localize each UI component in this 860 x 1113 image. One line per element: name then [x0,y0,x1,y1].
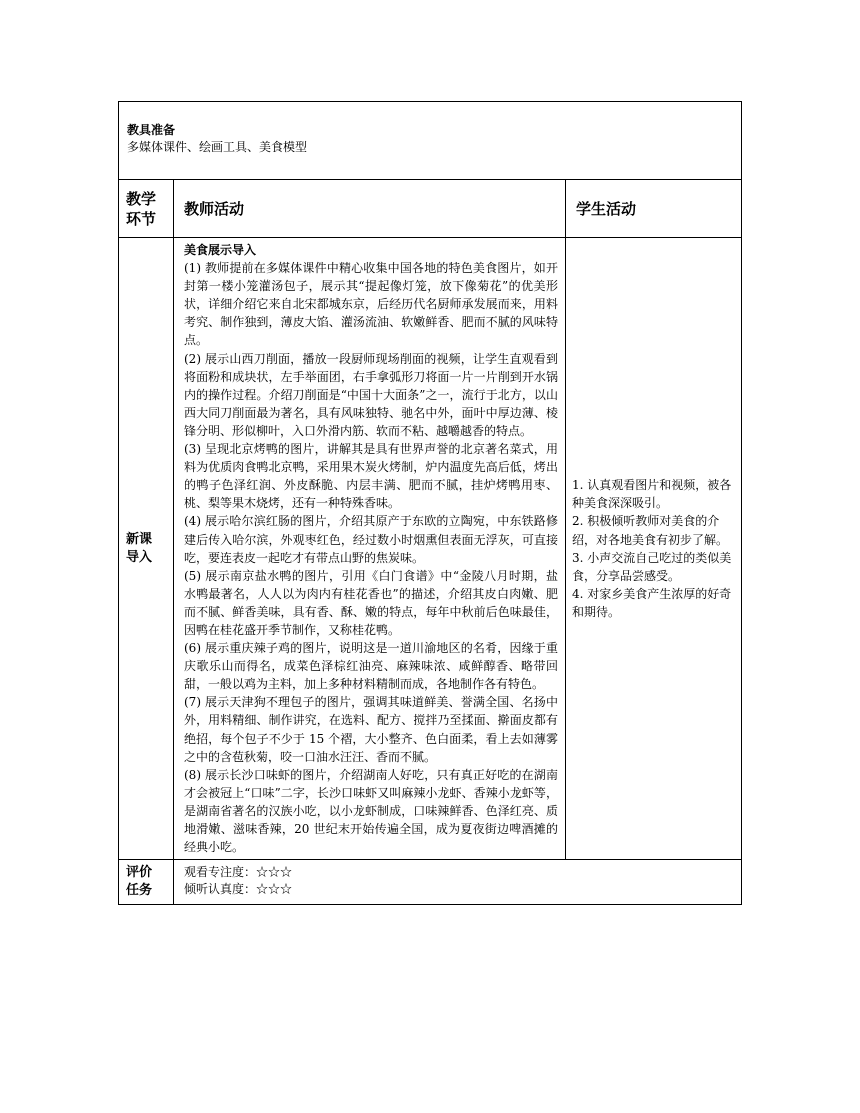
eval-stage-line1: 评价 [126,865,153,881]
teacher-item-8: (8) 展示长沙口味虾的图片，介绍湖南人好吃，只有真正好吃的在湖南才会被冠上“口味”二字，长沙口味虾又叫麻辣小龙虾、香辣小龙虾等，是湖南省著名的汉族小吃，以小龙虾制成，口味辣鲜香、色泽红亮、质地滑嫩、滋味香辣，20 世纪末开始传遍全国，成为夏夜街边啤酒摊的经典小吃。 [184,767,558,855]
teacher-item-4: (4) 展示哈尔滨红肠的图片，介绍其原产于东欧的立陶宛，中东铁路修建后传入哈尔滨，外观枣红色，经过数小时烟熏但表面无浮灰，可直接吃，要连表皮一起吃才有带点山野的焦炭味。 [184,514,558,565]
eval-stage-line2: 任务 [126,883,153,899]
student-item-1: 1. 认真观看图片和视频，被各种美食深深吸引。 [572,478,732,511]
header-stage [119,180,174,238]
teacher-item-3: (3) 呈现北京烤鸭的图片，讲解其是具有世界声誉的北京著名菜式，用料为优质肉食鸭北京鸭，采用果木炭火烤制，炉内温度先高后低，烤出的鸭子色泽红润、外皮酥脆、内层丰满、肥而不腻，挂炉烤鸭用枣、桃、梨等果木烧烤，还有一种特殊香味。 [184,442,558,511]
prep-cell [119,102,742,180]
student-item-4: 4. 对家乡美食产生浓厚的好奇和期待。 [572,586,732,619]
eval-line-1: 观看专注度：☆☆☆ [184,865,293,880]
student-activity-cell [566,238,742,860]
teacher-activity-title: 美食展示导入 [184,243,257,257]
eval-stage-cell [119,860,174,905]
header-stage-line1: 教学 [126,189,157,208]
teacher-item-1: (1) 教师提前在多媒体课件中精心收集中国各地的特色美食图片，如开封第一楼小笼灌汤包子，展示其“提起像灯笼，放下像菊花”的优美形状，详细介绍它来自北宋都城东京，后经历代名厨师承发展而来，用料考究、制作独到，薄皮大馅、灌汤流油、软嫩鲜香、肥而不腻的风味特点。 [184,261,558,348]
stage-cell [119,238,174,860]
eval-line-2: 倾听认真度：☆☆☆ [184,882,293,897]
student-item-3: 3. 小声交流自己吃过的类似美食，分享品尝感受。 [572,550,732,583]
prep-row [119,102,742,180]
eval-content-cell [174,860,742,905]
stage-line1: 新课 [126,531,153,547]
header-teacher: 教师活动 [174,180,566,238]
student-item-2: 2. 积极倾听教师对美食的介绍，对各地美食有初步了解。 [572,514,729,547]
lesson-plan-table [118,101,742,905]
header-row [119,180,742,238]
header-stage-line2: 环节 [126,209,157,228]
header-student: 学生活动 [566,180,742,238]
main-row [119,238,742,860]
teacher-item-6: (6) 展示重庆辣子鸡的图片，说明这是一道川渝地区的名肴，因缘于重庆歌乐山而得名，成菜色泽棕红油亮、麻辣味浓、咸鲜醇香、略带回甜，一般以鸡为主料，加上多种材料精制而成，各地制作各有特色。 [184,641,558,692]
teacher-item-7: (7) 展示天津狗不理包子的图片，强调其味道鲜美、誉满全国、名扬中外，用料精细、制作讲究，在选料、配方、搅拌乃至揉面、擀面皮都有绝招，每个包子不少于 15 个褶，大小整齐、色白面柔，看上去如薄雾之中的含苞秋菊，咬一口油水汪汪、香而不腻。 [184,695,558,764]
prep-title: 教具准备 [127,123,176,137]
eval-row [119,860,742,905]
teacher-item-2: (2) 展示山西刀削面，播放一段厨师现场削面的视频，让学生直观看到将面粉和成块状，左手举面团，右手拿弧形刀将面一片一片削到开水锅内的操作过程。介绍刀削面是“中国十大面条”之一，流行于北方，以山西大同刀削面最为著名，具有风味独特、驰名中外，面叶中厚边薄、棱锋分明、形似柳叶，入口外滑内筋、软而不粘、越嚼越香的特点。 [184,351,558,438]
lesson-plan-sheet [118,101,741,905]
teacher-item-5: (5) 展示南京盐水鸭的图片，引用《白门食谱》中“金陵八月时期，盐水鸭最著名，人人以为肉内有桂花香也”的描述，介绍其皮白肉嫩、肥而不腻、鲜香美味，具有香、酥、嫩的特点，每年中秋前后色味最佳，因鸭在桂花盛开季节制作，又称桂花鸭。 [184,568,558,637]
teacher-activity-cell [174,238,566,860]
prep-content: 多媒体课件、绘画工具、美食模型 [127,140,308,154]
stage-line2: 导入 [126,549,153,565]
